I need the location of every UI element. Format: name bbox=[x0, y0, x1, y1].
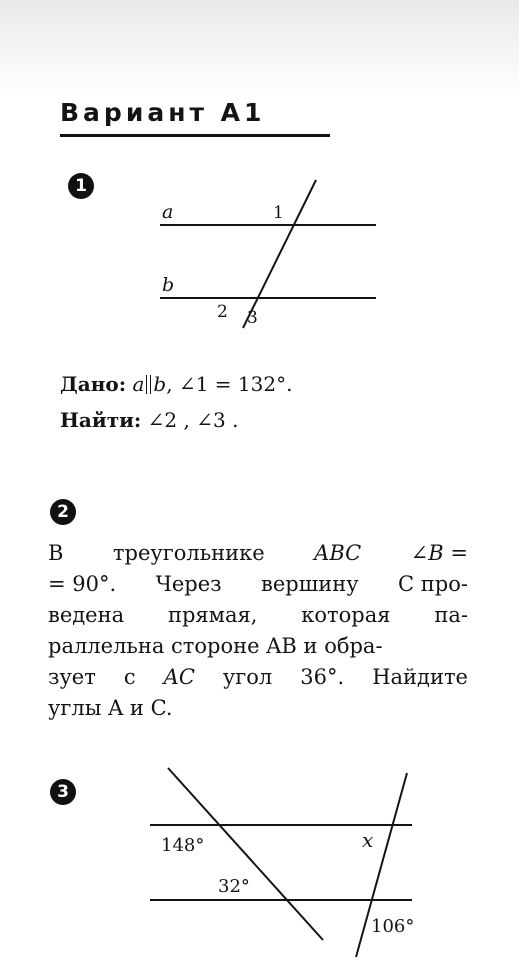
angle-106-label: 106° bbox=[371, 916, 415, 937]
given-b: b bbox=[153, 372, 167, 396]
word: Через bbox=[155, 572, 222, 596]
title-underline bbox=[60, 134, 330, 137]
word: прямая, bbox=[167, 603, 258, 627]
angle-148-label: 148° bbox=[161, 835, 205, 856]
angle-x-label: x bbox=[362, 828, 374, 852]
word: углы A и C. bbox=[48, 696, 173, 720]
given-line bbox=[60, 372, 292, 396]
angle-1-label: 1 bbox=[273, 203, 284, 223]
word: C про- bbox=[398, 572, 468, 596]
given-prefix: Дано: bbox=[60, 372, 127, 396]
given-rest: , ∠1 = 132°. bbox=[166, 372, 293, 396]
word: которая bbox=[301, 603, 391, 627]
word: вершину bbox=[261, 572, 359, 596]
word: 36°. bbox=[300, 665, 345, 689]
word: ведена bbox=[48, 603, 125, 627]
word: па- bbox=[434, 603, 468, 627]
word: = 90°. bbox=[48, 572, 117, 596]
word: зует bbox=[48, 665, 96, 689]
find-line bbox=[60, 408, 238, 432]
problem-3-figure bbox=[140, 765, 430, 965]
text-line bbox=[48, 538, 468, 569]
find-rest: ∠2 , ∠3 . bbox=[147, 408, 239, 432]
word: раллельна стороне AB и обра- bbox=[48, 634, 383, 658]
word: Найдите bbox=[372, 665, 468, 689]
word: ∠B = bbox=[410, 541, 468, 565]
angle-3-label: 3 bbox=[247, 308, 258, 328]
problem-1-number: 1 bbox=[68, 173, 94, 199]
top-shade bbox=[0, 0, 519, 95]
find-prefix: Найти: bbox=[60, 408, 142, 432]
text-line bbox=[48, 693, 468, 724]
problem-1-figure bbox=[150, 175, 390, 335]
text-line bbox=[48, 600, 468, 631]
word: В bbox=[48, 541, 64, 565]
label-a: a bbox=[162, 201, 174, 223]
page-title: Вариант А1 bbox=[60, 98, 266, 127]
angle-32-label: 32° bbox=[218, 876, 250, 897]
word: AC bbox=[163, 665, 195, 689]
parallel-sign bbox=[146, 375, 151, 394]
word: ABC bbox=[314, 541, 362, 565]
word: с bbox=[123, 665, 136, 689]
problem-2-number: 2 bbox=[50, 499, 76, 525]
problem-2-text bbox=[48, 538, 468, 724]
given-a: a bbox=[132, 372, 145, 396]
problem-3-number: 3 bbox=[50, 779, 76, 805]
label-b: b bbox=[162, 274, 175, 296]
word: угол bbox=[222, 665, 273, 689]
angle-2-label: 2 bbox=[217, 302, 228, 322]
word: треугольнике bbox=[112, 541, 265, 565]
text-line bbox=[48, 569, 468, 600]
text-line bbox=[48, 631, 468, 662]
text-line bbox=[48, 662, 468, 693]
